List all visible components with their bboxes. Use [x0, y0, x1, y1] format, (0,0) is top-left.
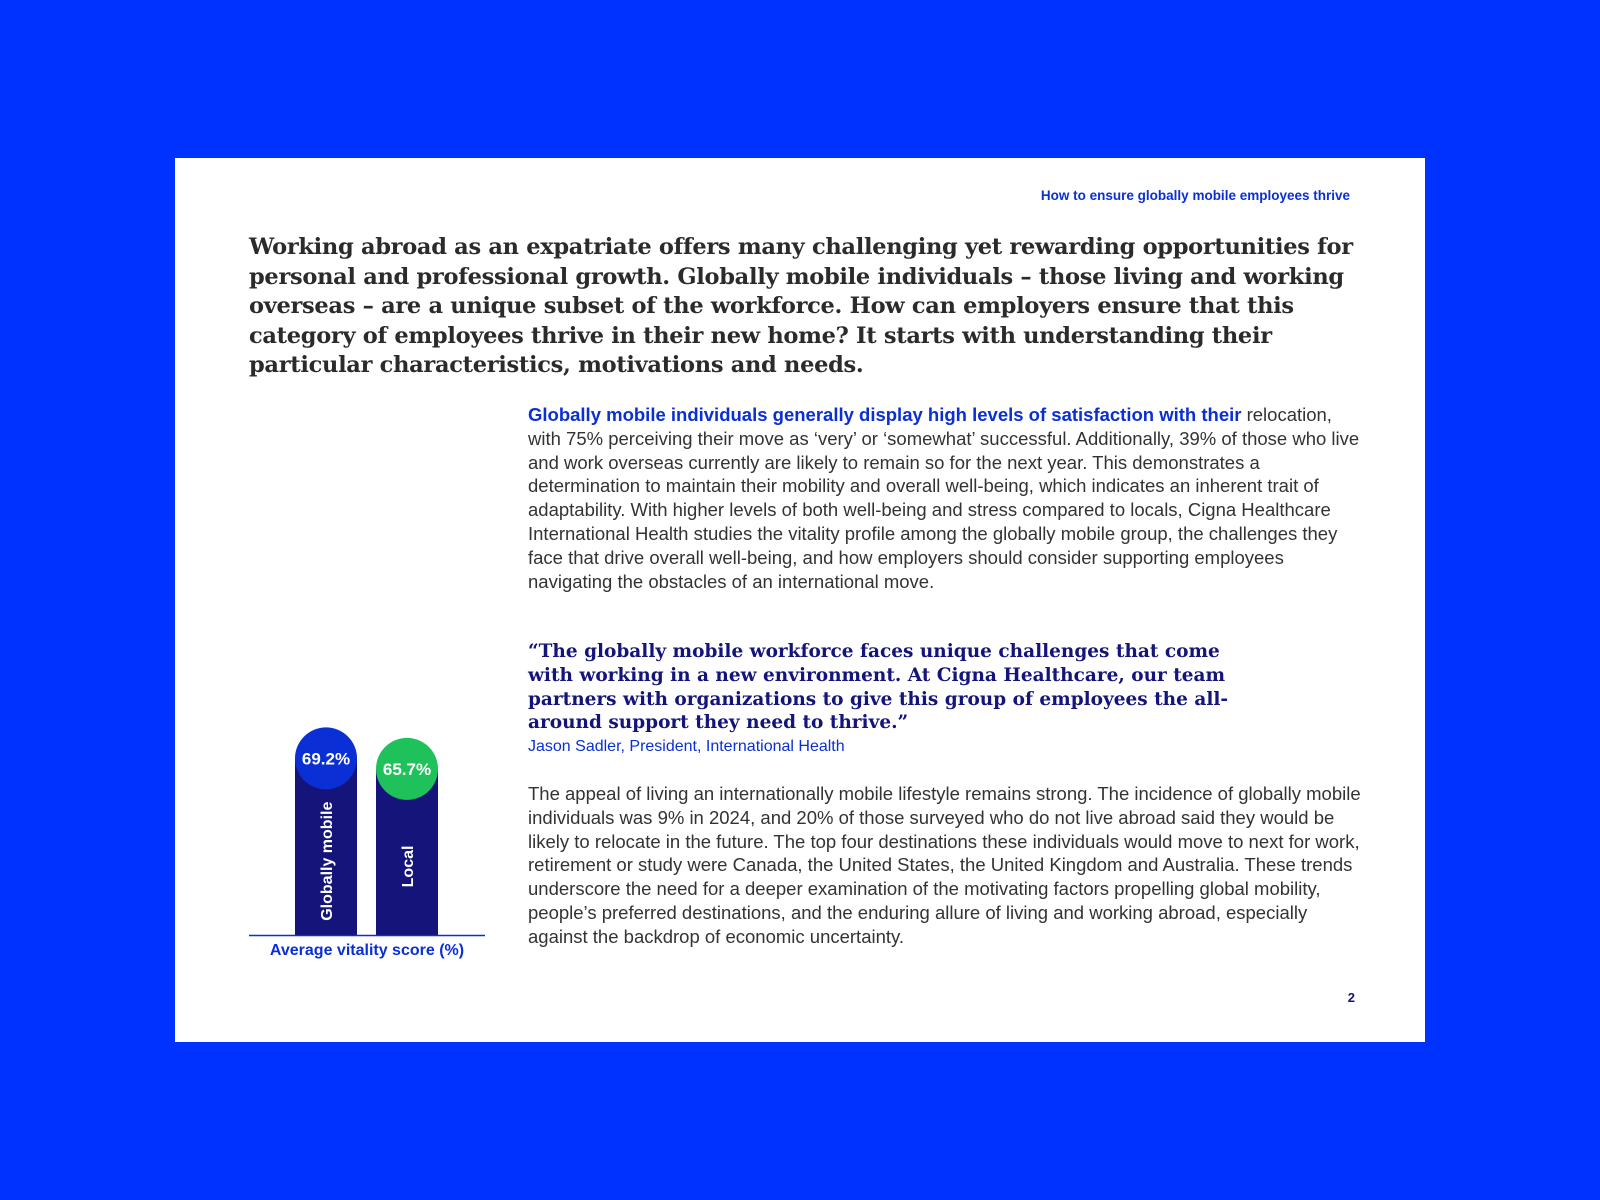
quote-text: “The globally mobile workforce faces unique challenges that come with working in a new environment. At Cigna Healthcare, our team partners with organizations to give this group of employees the all-around support they need to thrive.” — [528, 641, 1229, 734]
quote-attribution: Jason Sadler, President, International Health — [528, 738, 845, 756]
running-header: How to ensure globally mobile employees thrive — [1040, 188, 1350, 203]
vitality-chart — [249, 718, 485, 958]
vitality-chart-svg — [249, 718, 485, 940]
category-label-local: Local — [400, 845, 417, 888]
chart-caption: Average vitality score (%) — [269, 942, 465, 959]
intro-body-paragraph — [528, 403, 1363, 593]
pull-quote — [528, 640, 1363, 759]
category-label-globally-mobile: Globally mobile — [319, 801, 336, 921]
page-number: 2 — [1347, 990, 1355, 1005]
report-page — [175, 158, 1425, 1042]
mobility-trends-paragraph: The appeal of living an internationally mobile lifestyle remains strong. The incidence of globally mobile individuals was 9% in 2024, and 20% of those surveyed who do not live abroad said they would be likely to relocate in the future. The top four destinations these individuals would move to next for work, retirement or study were Canada, the United States, the United Kingdom and Australia. These trends underscore the need for a deeper examination of the motivating factors propelling global mobility, people’s preferred destinations, and the enduring allure of living and working abroad, especially against the backdrop of economic uncertainty. — [528, 783, 1361, 947]
value-label-local: 65.7% — [382, 759, 432, 779]
paragraph-body: relocation, with 75% perceiving their move as ‘very’ or ‘somewhat’ successful. Additionally, 39% of those who live and work overseas currently are likely to remain so for the next year. This demonstrates a determination to maintain their mobility and overall well-being, which indicates an inherent trait of adaptability. With higher levels of both well-being and stress compared to locals, Cigna Healthcare International Health studies the vitality profile among the globally mobile group, the challenges they face that drive overall well-being, and how employers should consider supporting employees navigating the obstacles of an international move. — [528, 404, 1360, 592]
intro-paragraph: Working abroad as an expatriate offers many challenging yet rewarding opportunities for personal and professional growth. Globally mobile individuals – those living and working overseas – are a unique subset of the workforce. How can employers ensure that this category of employees thrive in their new home? It starts with understanding their particular characteristics, motivations and needs. — [249, 234, 1353, 379]
value-label-globally-mobile: 69.2% — [301, 749, 351, 769]
paragraph-lead: Globally mobile individuals generally display high levels of satisfaction with their — [528, 404, 1242, 425]
